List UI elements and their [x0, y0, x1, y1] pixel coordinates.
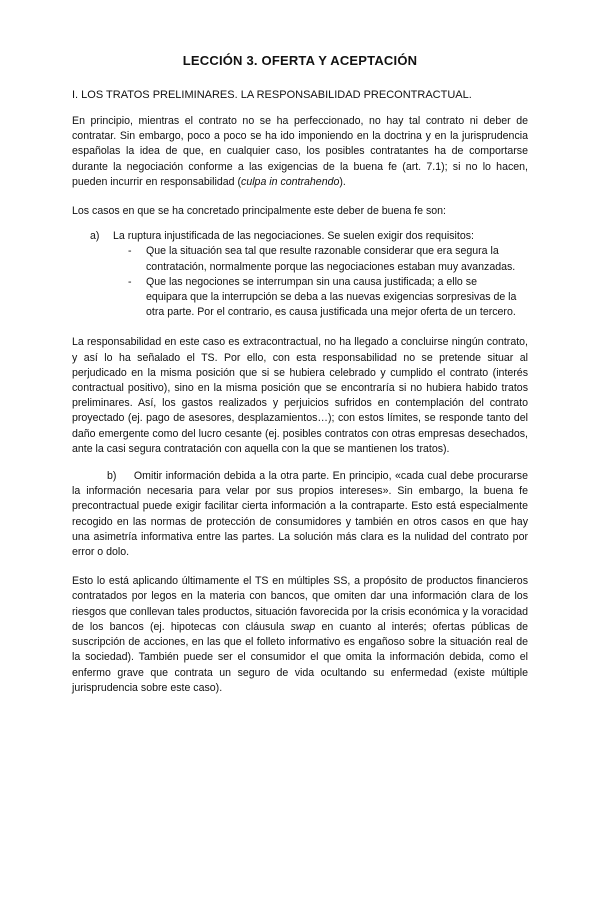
paragraph-item-b: b) Omitir información debida a la otra parte. En principio, «cada cual debe procurarse la información necesaria para velar por sus propios intereses». Sin embargo, la buena fe precontractual puede exigir facilitar cierta información a la contraparte. Esto está especialmente recogido en las normas de protección de consumidores y también en otros casos en que hay una asimetría informativa entre las partes. La solución más clara es la nulidad del contrato por error o dolo. — [72, 470, 531, 559]
paragraph-intro-end: ). — [339, 175, 346, 188]
paragraph-ts-text: Esto lo está aplicando últimamente el TS en múltiples SS, a propósito de productos financieros contratados por legos en la materia con bancos, que omiten dar una información clara de los riesgos que conllevan tales productos, situación favorecida por la crisis económica y la voracidad de los bancos (ej. hipotecas con cláusula — [72, 575, 528, 633]
paragraph-ts-end: en cuanto al interés; ofertas públicas de suscripción de acciones, en las que el folleto informativo es engañoso sobre la situación real de la sociedad). También puede ser el consumidor el que omita la información debida, como el enfermo grave que contrata un seguro de vida ocultando su enfermedad (existe múltiple jurisprudencia sobre este caso). — [72, 620, 528, 694]
requirements-list — [128, 244, 518, 320]
paragraph-extracontractual: La responsabilidad en este caso es extracontractual, no ha llegado a concluirse ningún contrato, y así lo ha señalado el TS. Por ello, con esta responsabilidad no se pretende situar al perjudicado en la misma posición que si se hubiera celebrado y cumplido el contrato (interés contractual positivo), sino en la misma posición que se encontraría si no hubiera habido tratos preliminares. Así, los gastos realizados y perjuicios sufridos en contemplación del contrato proyectado (ej. pago de asesores, desplazamientos…); con estos límites, se responde tanto del daño emergente como del lucro cesante (ej. posibles contratos con otras empresas desechados, ante la casi segura contratación con aquella con la que se mantienen los tratos). — [72, 336, 528, 455]
list-item-a — [90, 229, 528, 244]
section-heading: I. LOS TRATOS PRELIMINARES. LA RESPONSABILIDAD PRECONTRACTUAL. — [72, 89, 472, 101]
paragraph-intro-italic: culpa in contrahendo — [241, 175, 340, 188]
list-item-a-marker: a) — [90, 230, 100, 243]
requirement-text: Que la situación sea tal que resulte razonable considerar que era segura la contratación, normalmente porque las negociaciones estaban muy avanzadas. — [146, 245, 516, 273]
paragraph-intro — [72, 114, 528, 190]
dash-bullet: - — [128, 275, 132, 288]
paragraph-intro-text: En principio, mientras el contrato no se ha perfeccionado, no hay tal contrato ni deber de contratar. Sin embargo, poco a poco se ha ido imponiendo en la doctrina y en la jurisprudencia españolas la idea de que, en cualquier caso, los posibles contratantes ha de comportarse durante la negociación conforme a las exigencias de la buena fe (art. 7.1); si no lo hacen, pueden incurrir en responsabilidad ( — [72, 115, 528, 188]
requirement-text: Que las negociones se interrumpan sin una causa justificada; a ello se equipara que la interrupción se deba a las nuevas exigencias sorpresivas de la otra parte. Por el contrario, es causa justificada una mejor oferta de un tercero. — [146, 275, 517, 319]
paragraph-cases: Los casos en que se ha concretado principalmente este deber de buena fe son: — [72, 205, 446, 218]
paragraph-ts — [72, 574, 528, 696]
list-item — [128, 244, 518, 274]
paragraph-ts-italic: swap — [290, 620, 316, 633]
dash-bullet: - — [128, 245, 132, 258]
list-item-a-text: La ruptura injustificada de las negociaciones. Se suelen exigir dos requisitos: — [113, 230, 474, 243]
page-title: LECCIÓN 3. OFERTA Y ACEPTACIÓN — [182, 53, 418, 68]
document-page — [0, 53, 600, 901]
list-item — [128, 275, 518, 321]
